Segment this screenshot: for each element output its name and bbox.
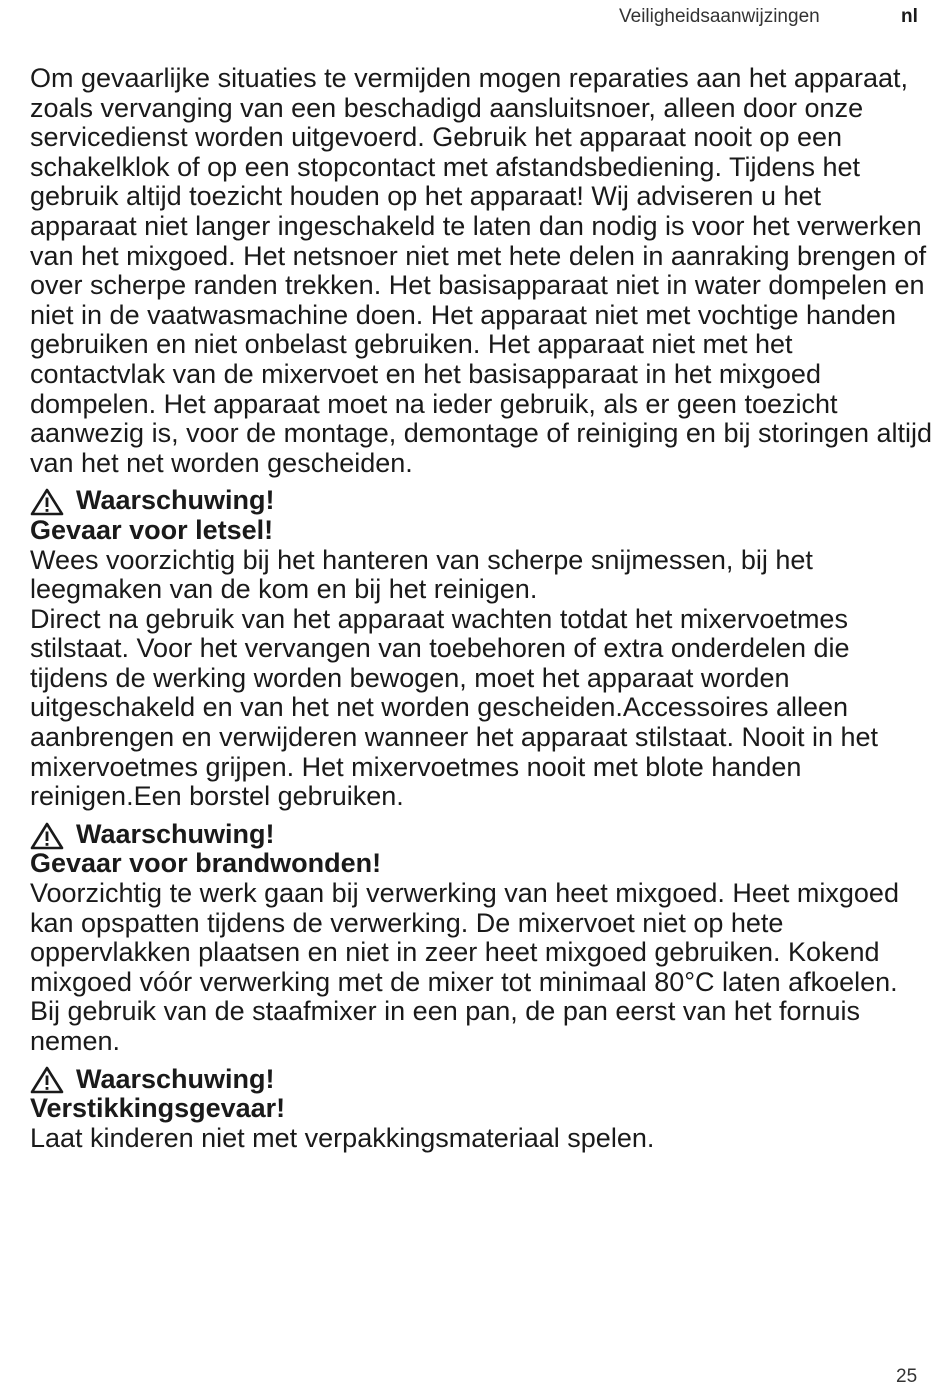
page-number: 25 [896,1366,918,1387]
warning-subtitle: Gevaar voor letsel! [30,514,274,545]
warning-paragraph: Direct na gebruik van het apparaat wachten totdat het mixervoetmes stilstaat. Voor het vervangen van toebehoren of extra onderdelen die tijdens de werking worden bewogen, moet het apparaat worden uitgeschakeld en van het net worden gescheiden.Accessoires alleen aanbrengen en verwijderen wanneer het apparaat stilstaat. Nooit in het mixervoetmes grijpen. Het mixervoetmes nooit met blote handen reinigen.Een borstel gebruiken. [30,603,879,812]
warning-heading-burns [30,820,935,850]
warning-title: Waarschuwing! [76,818,275,849]
warning-heading-suffocation [30,1065,935,1095]
warning-paragraph: Voorzichtig te werk gaan bij verwerking van heet mixgoed. Heet mixgoed kan opspatten tijdens de verwerking. De mixervoet niet op hete oppervlakken plaatsen en niet in zeer heet mixgoed gebruiken. Kokend mixgoed vóór verwerking met de mixer tot minimaal 80°C laten afkoelen. Bij gebruik van de staafmixer in een pan, de pan eerst van het fornuis nemen. [30,878,899,1056]
warning-title: Waarschuwing! [76,485,275,516]
warning-title: Waarschuwing! [76,1063,275,1094]
warning-triangle-icon [30,822,64,848]
warning-heading-injury [30,486,935,516]
language-code: nl [901,6,918,27]
warning-paragraph: Wees voorzichtig bij het hanteren van scherpe snijmessen, bij het leegmaken van de kom en bij het reinigen. [30,544,813,605]
section-title: Veiligheidsaanwijzingen [619,6,820,27]
page-content [30,64,935,1153]
warning-paragraph: Laat kinderen niet met verpakkingsmateriaal spelen. [30,1122,655,1153]
warning-subtitle: Gevaar voor brandwonden! [30,848,382,879]
intro-paragraph: Om gevaarlijke situaties te vermijden mogen reparaties aan het apparaat, zoals vervanging van een beschadigd aansluitsnoer, alleen door onze servicedienst worden uitgevoerd. Gebruik het apparaat nooit op een schakelklok of op een stopcontact met afstandsbediening. Tijdens het gebruik altijd toezicht houden op het apparaat! Wij adviseren u het apparaat niet langer ingeschakeld te laten dan nodig is voor het verwerken van het mixgoed. Het netsnoer niet met hete delen in aanraking brengen of over scherpe randen trekken. Het basisapparaat niet in water dompelen en niet in de vaatwasmachine doen. Het apparaat niet met vochtige handen gebruiken en niet onbelast gebruiken. Het apparaat niet met het contactvlak van de mixervoet en het basisapparaat in het mixgoed dompelen. Het apparaat moet na ieder gebruik, als er geen toezicht aanwezig is, voor de montage, demontage of reiniging en bij storingen altijd van het net worden gescheiden. [30,63,933,478]
warning-subtitle: Verstikkingsgevaar! [30,1093,286,1124]
warning-triangle-icon [30,1066,64,1092]
warning-triangle-icon [30,488,64,514]
